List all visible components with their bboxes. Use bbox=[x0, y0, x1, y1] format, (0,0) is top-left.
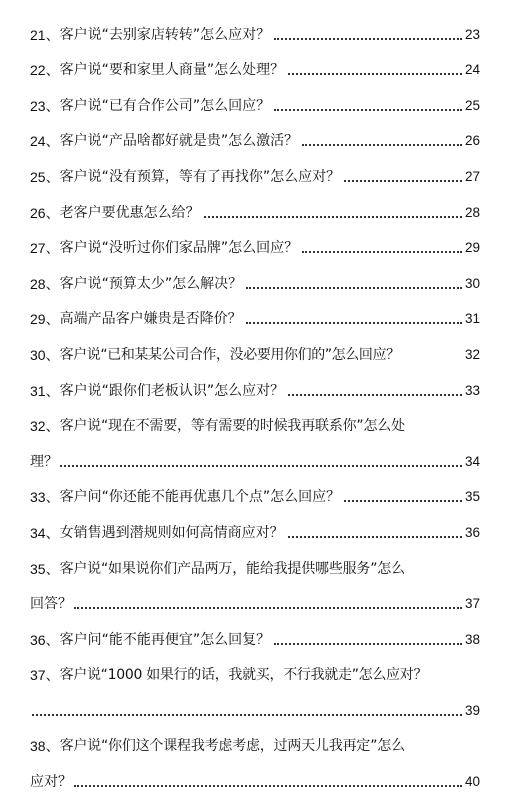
entry-title-continuation: 应对？ bbox=[30, 774, 72, 791]
page-number: 38 bbox=[464, 631, 480, 647]
entry-number: 35、 bbox=[30, 560, 60, 577]
entry-title-continuation: 理？ bbox=[30, 453, 58, 470]
entry-number: 36、 bbox=[30, 631, 60, 648]
toc-entry[interactable] bbox=[30, 222, 480, 258]
page-number: 25 bbox=[464, 97, 480, 113]
dot-leader bbox=[60, 465, 462, 467]
page-number: 30 bbox=[464, 275, 480, 291]
page-number: 24 bbox=[464, 62, 480, 78]
entry-title: 客户说“跟你们老板认识”怎么应对？ bbox=[59, 382, 285, 399]
dot-leader bbox=[274, 643, 462, 645]
entry-title: 高端产品客户嫌贵是否降价？ bbox=[59, 311, 242, 328]
entry-title: 老客户要优惠怎么给？ bbox=[59, 204, 200, 221]
entry-title: 客户说“预算太少”怎么解决？ bbox=[59, 275, 243, 292]
entry-number: 24、 bbox=[30, 133, 60, 150]
page-number: 32 bbox=[464, 346, 480, 362]
entry-title: 客户说“你们这个课程我考虑考虑，过两天儿我再定”怎么 bbox=[59, 738, 405, 755]
dot-leader bbox=[246, 322, 462, 324]
entry-number: 31、 bbox=[30, 382, 60, 399]
toc-entry[interactable] bbox=[30, 471, 480, 507]
entry-number: 27、 bbox=[30, 240, 60, 257]
toc-entry[interactable] bbox=[30, 186, 480, 222]
toc-entry[interactable] bbox=[30, 293, 480, 329]
table-of-contents bbox=[30, 8, 480, 791]
dot-leader bbox=[74, 607, 462, 609]
toc-entry-continuation[interactable] bbox=[30, 755, 480, 791]
page-number: 39 bbox=[464, 702, 480, 718]
page-number: 35 bbox=[464, 489, 480, 505]
dot-leader bbox=[288, 394, 462, 396]
entry-number: 34、 bbox=[30, 524, 60, 541]
toc-entry[interactable] bbox=[30, 720, 480, 756]
dot-leader bbox=[302, 144, 462, 146]
dot-leader bbox=[302, 251, 462, 253]
page-number: 40 bbox=[464, 774, 480, 790]
toc-entry[interactable] bbox=[30, 79, 480, 115]
dot-leader bbox=[74, 785, 462, 787]
page-number: 34 bbox=[464, 453, 480, 469]
dot-leader bbox=[288, 73, 462, 75]
page-number: 23 bbox=[464, 26, 480, 42]
toc-entry[interactable] bbox=[30, 400, 480, 436]
page-number: 36 bbox=[464, 524, 480, 540]
entry-title: 客户说“产品啥都好就是贵”怎么激活？ bbox=[59, 133, 299, 150]
entry-number: 37、 bbox=[30, 667, 60, 684]
dot-leader bbox=[288, 536, 462, 538]
entry-number: 29、 bbox=[30, 311, 60, 328]
entry-title: 客户说“如果说你们产品两万，能给我提供哪些服务”怎么 bbox=[59, 560, 405, 577]
entry-title: 客户说“现在不需要，等有需要的时候我再联系你”怎么处 bbox=[59, 418, 405, 435]
entry-title: 客户说“去别家店转转”怎么应对？ bbox=[59, 26, 271, 43]
entry-number: 25、 bbox=[30, 168, 60, 185]
entry-title: 客户说“已和某某公司合作，没必要用你们的”怎么回应？ bbox=[59, 346, 400, 363]
page-number: 33 bbox=[464, 382, 480, 398]
toc-entry[interactable] bbox=[30, 649, 480, 685]
toc-entry[interactable] bbox=[30, 613, 480, 649]
entry-number: 28、 bbox=[30, 275, 60, 292]
entry-title: 客户说“没有预算，等有了再找你”怎么应对？ bbox=[59, 168, 341, 185]
dot-leader bbox=[204, 216, 462, 218]
entry-number: 33、 bbox=[30, 489, 60, 506]
entry-title: 客户说“已有合作公司”怎么回应？ bbox=[59, 97, 271, 114]
page-number: 28 bbox=[464, 204, 480, 220]
page-number: 29 bbox=[464, 240, 480, 256]
toc-entry[interactable] bbox=[30, 115, 480, 151]
page-number: 37 bbox=[464, 596, 480, 612]
page-number: 26 bbox=[464, 133, 480, 149]
dot-leader bbox=[246, 287, 462, 289]
toc-entry[interactable] bbox=[30, 44, 480, 80]
entry-number: 26、 bbox=[30, 204, 60, 221]
dot-leader bbox=[32, 714, 462, 716]
entry-number: 38、 bbox=[30, 738, 60, 755]
dot-leader bbox=[344, 500, 462, 502]
toc-entry[interactable] bbox=[30, 8, 480, 44]
toc-entry-continuation[interactable] bbox=[30, 578, 480, 614]
entry-title: 客户说“要和家里人商量”怎么处理？ bbox=[59, 62, 285, 79]
dot-leader bbox=[274, 109, 462, 111]
toc-entry-continuation[interactable] bbox=[30, 684, 480, 720]
toc-entry[interactable] bbox=[30, 364, 480, 400]
dot-leader bbox=[274, 38, 462, 40]
entry-title-continuation: 回答？ bbox=[30, 596, 72, 613]
toc-entry-continuation[interactable] bbox=[30, 435, 480, 471]
entry-number: 22、 bbox=[30, 62, 60, 79]
dot-leader bbox=[344, 180, 462, 182]
toc-entry[interactable] bbox=[30, 150, 480, 186]
page-number: 31 bbox=[464, 311, 480, 327]
toc-entry[interactable] bbox=[30, 328, 480, 364]
toc-entry[interactable] bbox=[30, 542, 480, 578]
entry-title: 客户说“1000 如果行的话，我就买，不行我就走”怎么应对？ bbox=[59, 667, 428, 684]
entry-title: 客户问“能不能再便宜”怎么回复？ bbox=[59, 631, 271, 648]
toc-entry[interactable] bbox=[30, 506, 480, 542]
entry-title: 客户问“你还能不能再优惠几个点”怎么回应？ bbox=[59, 489, 341, 506]
entry-number: 23、 bbox=[30, 97, 60, 114]
page-number: 27 bbox=[464, 168, 480, 184]
entry-number: 32、 bbox=[30, 418, 60, 435]
toc-entry[interactable] bbox=[30, 257, 480, 293]
entry-title: 女销售遇到潜规则如何高情商应对？ bbox=[59, 524, 284, 541]
entry-number: 21、 bbox=[30, 26, 60, 43]
entry-title: 客户说“没听过你们家品牌”怎么回应？ bbox=[59, 240, 299, 257]
entry-number: 30、 bbox=[30, 346, 60, 363]
